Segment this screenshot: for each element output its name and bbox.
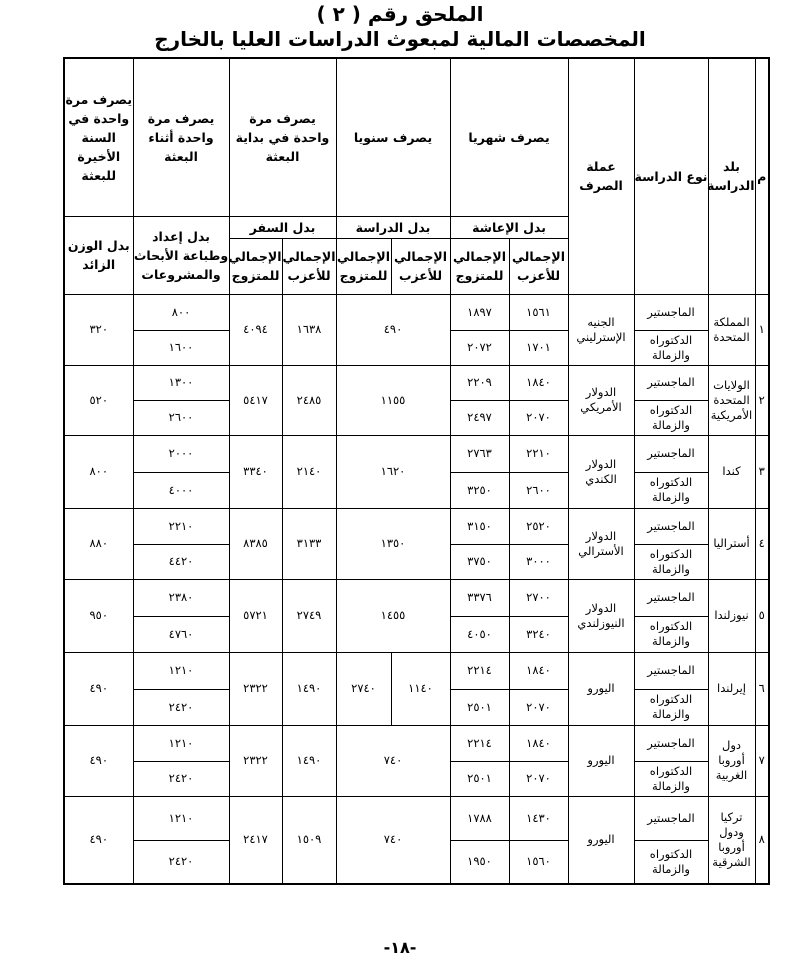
living-single-masters: ١٨٤٠: [509, 652, 568, 689]
country-cell: تركيا ودول أوروبا الشرقية: [708, 796, 755, 884]
row-number: ٦: [755, 652, 769, 725]
table-row: [64, 508, 769, 544]
weight-allowance: ٤٩٠: [64, 725, 133, 796]
row-number: ٢: [755, 365, 769, 435]
study-type-masters: الماجستير: [634, 725, 708, 761]
header-travel-married: الإجمالي للمتزوج: [229, 238, 282, 294]
research-masters: ٢٢١٠: [133, 508, 229, 544]
research-doctorate: ٢٤٢٠: [133, 689, 229, 725]
allowances-table: [63, 57, 770, 885]
travel-single: ١٤٩٠: [282, 652, 336, 725]
study-type-doctorate: الدكتوراه والزمالة: [634, 616, 708, 652]
header-country: بلد الدراسة: [708, 58, 755, 294]
currency-cell: الدولار الكندي: [568, 435, 634, 508]
travel-married: ٣٣٤٠: [229, 435, 282, 508]
living-single-masters: ٢٧٠٠: [509, 579, 568, 616]
living-single-doctorate: ٣٠٠٠: [509, 544, 568, 579]
study-type-masters: الماجستير: [634, 796, 708, 840]
weight-allowance: ٣٢٠: [64, 294, 133, 365]
header-weight: بدل الوزن الزائد: [64, 216, 133, 294]
currency-cell: اليورو: [568, 725, 634, 796]
row-number: ٨: [755, 796, 769, 884]
research-masters: ١٢١٠: [133, 725, 229, 761]
living-married-doctorate: ١٩٥٠: [450, 840, 509, 884]
row-number: ٤: [755, 508, 769, 579]
country-cell: إيرلندا: [708, 652, 755, 725]
country-cell: الولايات المتحدة الأمريكية: [708, 365, 755, 435]
country-cell: كندا: [708, 435, 755, 508]
header-travel: بدل السفر: [229, 216, 336, 238]
travel-single: ١٦٣٨: [282, 294, 336, 365]
living-single-doctorate: ٢٦٠٠: [509, 472, 568, 508]
header-currency: عملة الصرف: [568, 58, 634, 294]
research-doctorate: ٢٦٠٠: [133, 400, 229, 435]
living-married-doctorate: ٣٧٥٠: [450, 544, 509, 579]
living-single-doctorate: ٢٠٧٠: [509, 761, 568, 796]
row-number: ٣: [755, 435, 769, 508]
research-doctorate: ٤٧٦٠: [133, 616, 229, 652]
country-cell: أستراليا: [708, 508, 755, 579]
travel-married: ٢٣٢٢: [229, 725, 282, 796]
travel-married: ٥٤١٧: [229, 365, 282, 435]
living-single-doctorate: ٢٠٧٠: [509, 400, 568, 435]
travel-single: ١٤٩٠: [282, 725, 336, 796]
living-married-doctorate: ٢٤٩٧: [450, 400, 509, 435]
table-row: [64, 579, 769, 616]
weight-allowance: ٥٢٠: [64, 365, 133, 435]
header-living-single: الإجمالي للأعزب: [509, 238, 568, 294]
study-allowance: ١٣٥٠: [336, 508, 450, 579]
header-study-type: نوع الدراسة: [634, 58, 708, 294]
study-type-doctorate: الدكتوراه والزمالة: [634, 472, 708, 508]
study-type-masters: الماجستير: [634, 294, 708, 330]
table-title: المخصصات المالية لمبعوث الدراسات العليا بالخارج: [154, 27, 646, 51]
page-number: -١٨-: [383, 938, 417, 957]
living-single-doctorate: ١٥٦٠: [509, 840, 568, 884]
research-masters: ١٣٠٠: [133, 365, 229, 400]
currency-cell: الدولار الأمريكي: [568, 365, 634, 435]
study-type-masters: الماجستير: [634, 652, 708, 689]
currency-cell: اليورو: [568, 652, 634, 725]
country-cell: دول أوروبا الغربية: [708, 725, 755, 796]
header-study-married: الإجمالي للمتزوج: [336, 238, 391, 294]
weight-allowance: ٩٥٠: [64, 579, 133, 652]
study-type-doctorate: الدكتوراه والزمالة: [634, 400, 708, 435]
study-type-doctorate: الدكتوراه والزمالة: [634, 761, 708, 796]
living-married-masters: ٢٢٠٩: [450, 365, 509, 400]
header-travel-single: الإجمالي للأعزب: [282, 238, 336, 294]
study-allowance-married: ٢٧٤٠: [336, 652, 391, 725]
header-yearly: يصرف سنويا: [336, 58, 450, 216]
living-single-masters: ١٥٦١: [509, 294, 568, 330]
study-type-masters: الماجستير: [634, 365, 708, 400]
living-married-doctorate: ٢٠٧٢: [450, 330, 509, 365]
travel-single: ٢٤٨٥: [282, 365, 336, 435]
table-row: [64, 652, 769, 689]
study-type-doctorate: الدكتوراه والزمالة: [634, 689, 708, 725]
travel-married: ٥٧٢١: [229, 579, 282, 652]
travel-single: ٢٧٤٩: [282, 579, 336, 652]
living-single-doctorate: ٢٠٧٠: [509, 689, 568, 725]
header-once-during: يصرف مرة واحدة أثناء البعثة: [133, 58, 229, 216]
study-type-masters: الماجستير: [634, 579, 708, 616]
living-single-masters: ١٨٤٠: [509, 365, 568, 400]
weight-allowance: ٨٨٠: [64, 508, 133, 579]
travel-single: ١٥٠٩: [282, 796, 336, 884]
table-row: [64, 796, 769, 840]
travel-married: ٢٤١٧: [229, 796, 282, 884]
research-doctorate: ٢٤٢٠: [133, 840, 229, 884]
currency-cell: الدولار النيوزلندي: [568, 579, 634, 652]
appendix-title: الملحق رقم ( ٢ ): [316, 2, 484, 26]
living-married-doctorate: ٢٥٠١: [450, 761, 509, 796]
header-study: بدل الدراسة: [336, 216, 450, 238]
living-married-masters: ٢٢١٤: [450, 725, 509, 761]
weight-allowance: ٤٩٠: [64, 652, 133, 725]
header-m: م: [755, 58, 769, 294]
header-living-married: الإجمالي للمتزوج: [450, 238, 509, 294]
study-type-doctorate: الدكتوراه والزمالة: [634, 840, 708, 884]
living-single-doctorate: ١٧٠١: [509, 330, 568, 365]
living-married-masters: ٢٢١٤: [450, 652, 509, 689]
weight-allowance: ٤٩٠: [64, 796, 133, 884]
header-research: بدل إعداد وطباعة الأبحاث والمشروعات: [133, 216, 229, 294]
living-married-masters: ٢٧٦٣: [450, 435, 509, 472]
living-single-doctorate: ٣٢٤٠: [509, 616, 568, 652]
study-allowance-single: ١١٤٠: [391, 652, 450, 725]
living-single-masters: ١٤٣٠: [509, 796, 568, 840]
header-once-start: يصرف مرة واحدة في بداية البعثة: [229, 58, 336, 216]
living-single-masters: ٢٥٢٠: [509, 508, 568, 544]
living-married-masters: ١٨٩٧: [450, 294, 509, 330]
living-married-doctorate: ٤٠٥٠: [450, 616, 509, 652]
row-number: ٧: [755, 725, 769, 796]
living-single-masters: ١٨٤٠: [509, 725, 568, 761]
travel-single: ٣١٣٣: [282, 508, 336, 579]
living-married-doctorate: ٢٥٠١: [450, 689, 509, 725]
table-row: [64, 365, 769, 400]
travel-married: ٢٣٢٢: [229, 652, 282, 725]
header-once-last: يصرف مرة واحدة في السنة الأخيرة للبعثة: [64, 58, 133, 216]
currency-cell: اليورو: [568, 796, 634, 884]
study-allowance: ٤٩٠: [336, 294, 450, 365]
header-living: بدل الإعاشة: [450, 216, 568, 238]
living-married-masters: ٣٣٧٦: [450, 579, 509, 616]
travel-single: ٢١٤٠: [282, 435, 336, 508]
country-cell: المملكة المتحدة: [708, 294, 755, 365]
research-doctorate: ٢٤٢٠: [133, 761, 229, 796]
research-masters: ٢٠٠٠: [133, 435, 229, 472]
table-row: [64, 435, 769, 472]
header-study-single: الإجمالي للأعزب: [391, 238, 450, 294]
study-allowance: ٧٤٠: [336, 725, 450, 796]
research-doctorate: ٤٠٠٠: [133, 472, 229, 508]
living-married-masters: ١٧٨٨: [450, 796, 509, 840]
research-masters: ١٢١٠: [133, 652, 229, 689]
travel-married: ٨٣٨٥: [229, 508, 282, 579]
table-row: [64, 294, 769, 330]
research-doctorate: ١٦٠٠: [133, 330, 229, 365]
research-masters: ٨٠٠: [133, 294, 229, 330]
study-type-doctorate: الدكتوراه والزمالة: [634, 330, 708, 365]
living-single-masters: ٢٢١٠: [509, 435, 568, 472]
travel-married: ٤٠٩٤: [229, 294, 282, 365]
study-allowance: ١١٥٥: [336, 365, 450, 435]
study-allowance: ١٦٢٠: [336, 435, 450, 508]
study-type-masters: الماجستير: [634, 435, 708, 472]
row-number: ١: [755, 294, 769, 365]
research-masters: ٢٣٨٠: [133, 579, 229, 616]
currency-cell: الجنيه الإسترليني: [568, 294, 634, 365]
research-masters: ١٢١٠: [133, 796, 229, 840]
living-married-doctorate: ٣٢٥٠: [450, 472, 509, 508]
currency-cell: الدولار الأسترالي: [568, 508, 634, 579]
header-monthly: يصرف شهريا: [450, 58, 568, 216]
study-type-doctorate: الدكتوراه والزمالة: [634, 544, 708, 579]
row-number: ٥: [755, 579, 769, 652]
weight-allowance: ٨٠٠: [64, 435, 133, 508]
country-cell: نيوزلندا: [708, 579, 755, 652]
research-doctorate: ٤٤٢٠: [133, 544, 229, 579]
study-type-masters: الماجستير: [634, 508, 708, 544]
living-married-masters: ٣١٥٠: [450, 508, 509, 544]
study-allowance: ٧٤٠: [336, 796, 450, 884]
study-allowance: ١٤٥٥: [336, 579, 450, 652]
table-row: [64, 725, 769, 761]
